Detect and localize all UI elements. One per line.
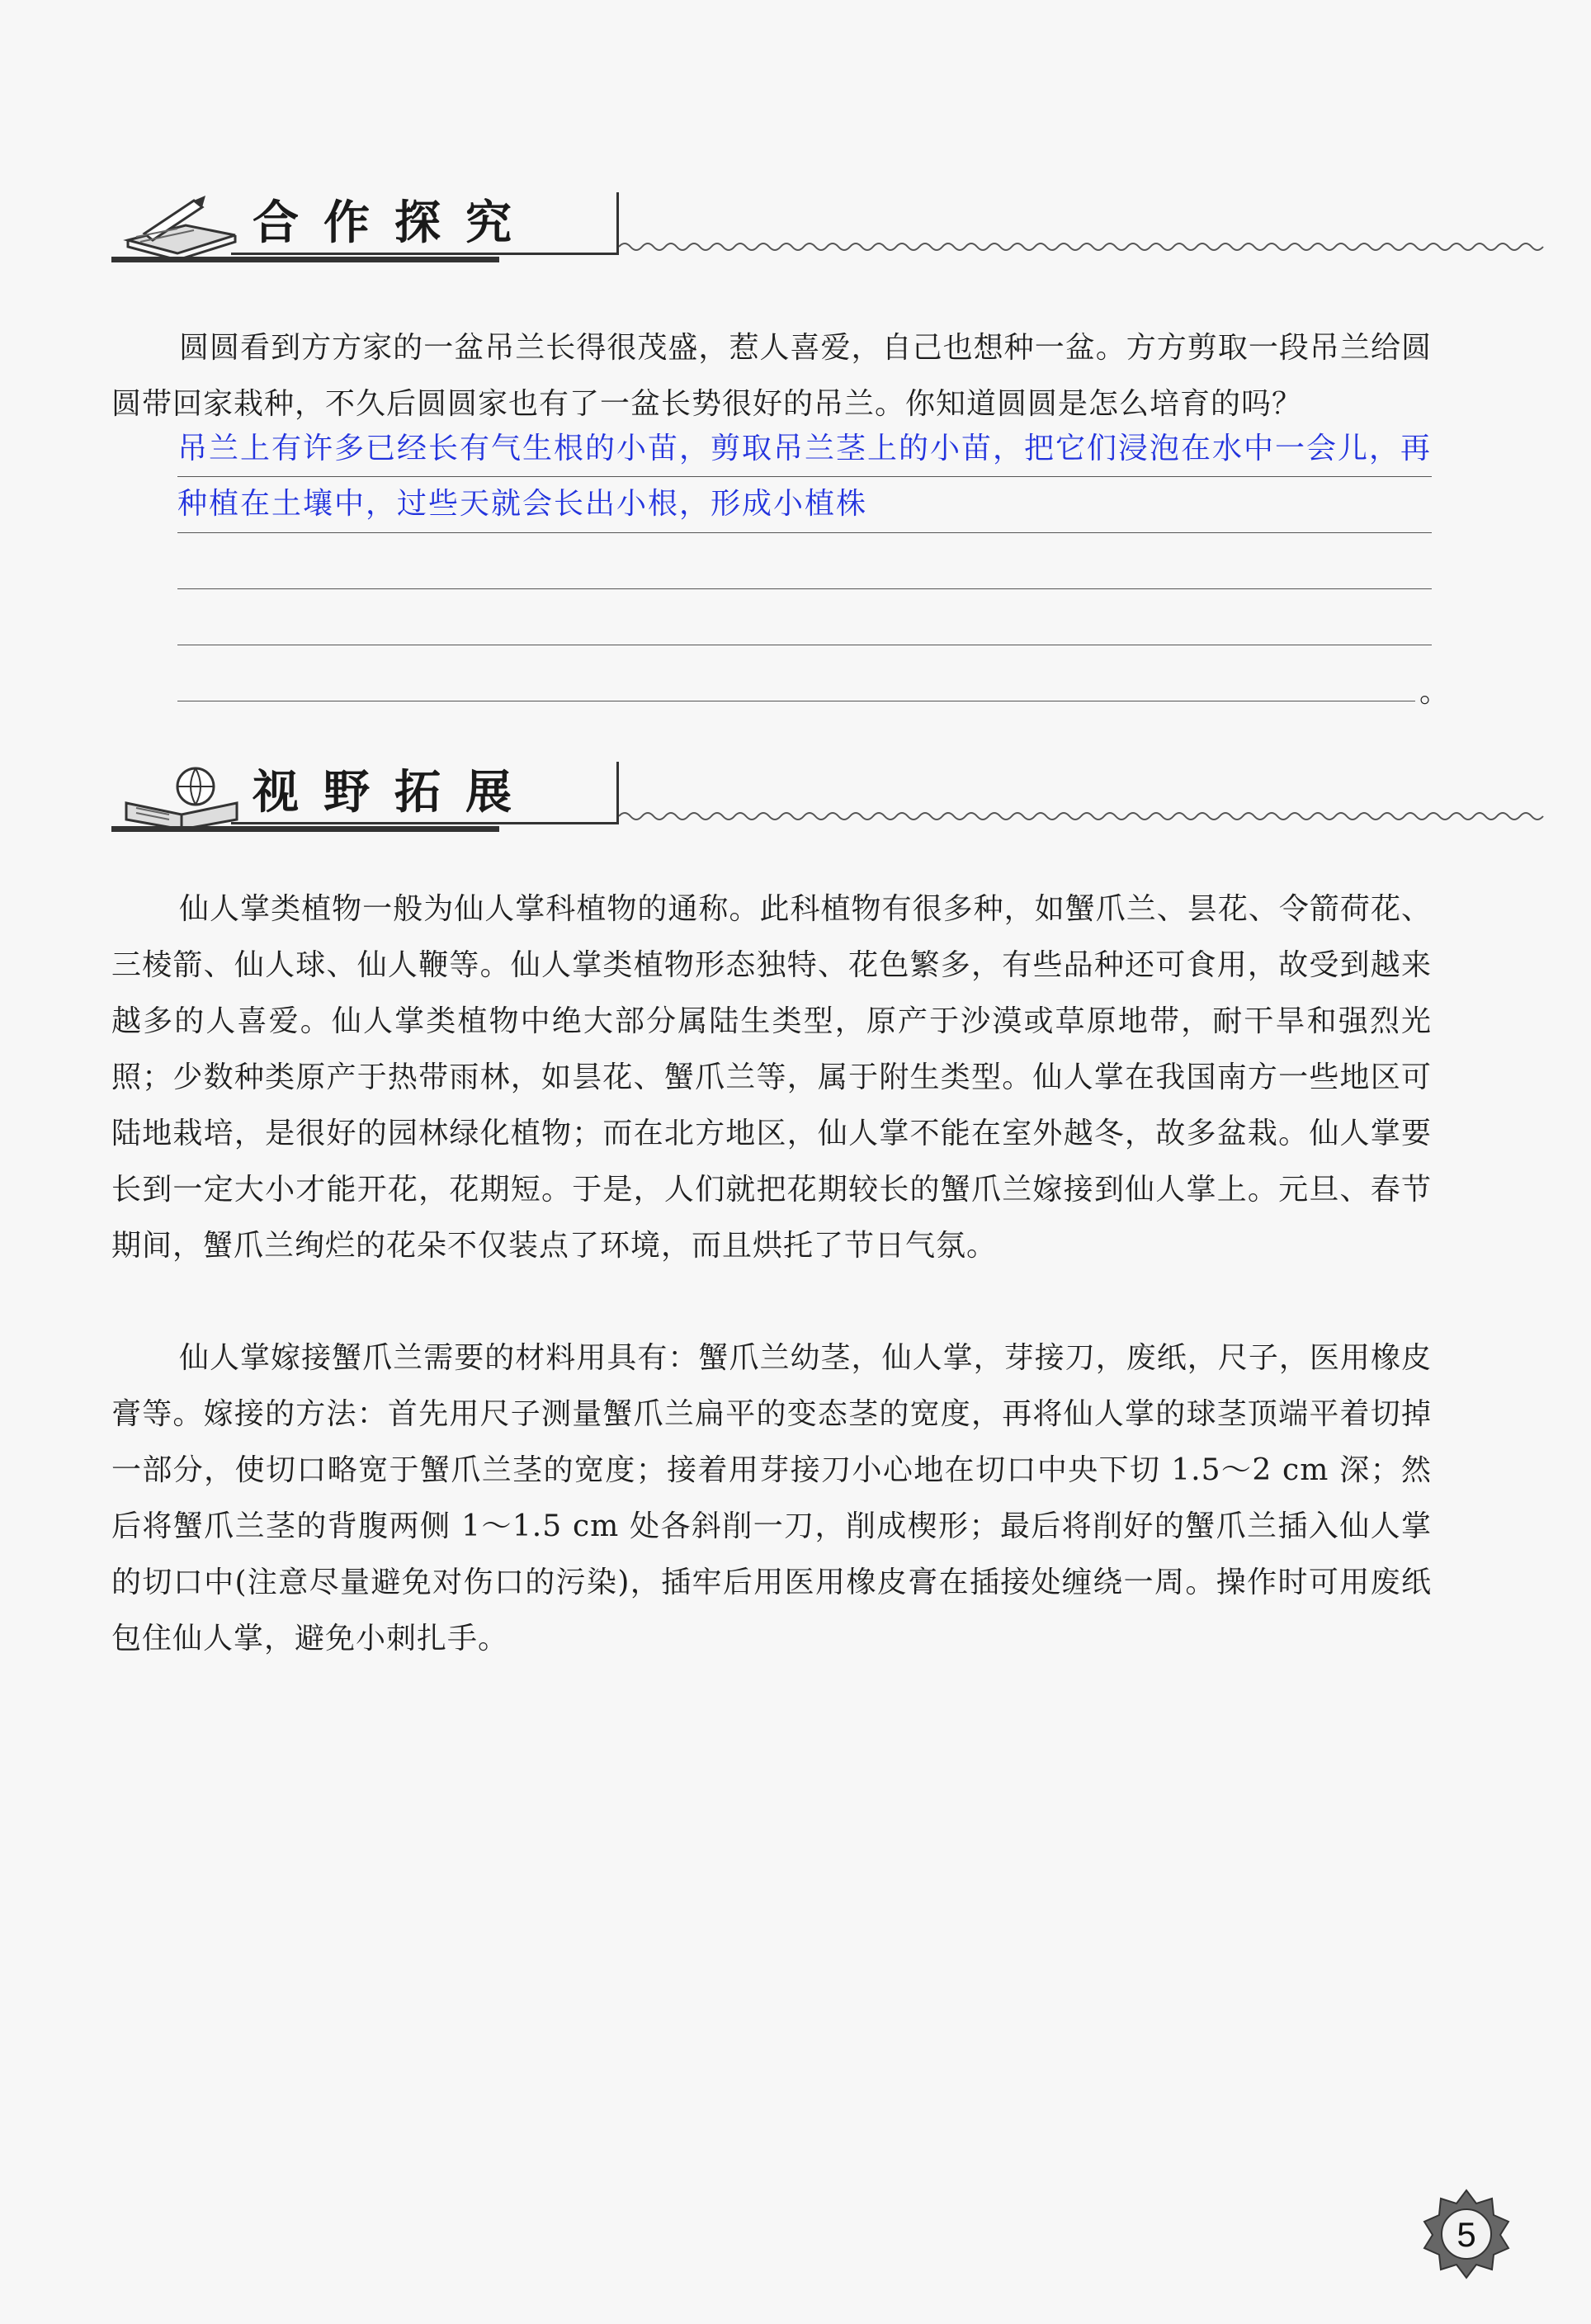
header-underline xyxy=(111,826,499,832)
wavy-divider xyxy=(619,237,1547,257)
open-book-globe-icon xyxy=(120,762,243,829)
book-pencil-icon xyxy=(120,192,243,260)
question-text: 圆圆看到方方家的一盆吊兰长得很茂盛，惹人喜爱，自己也想种一盆。方方剪取一段吊兰给圆圆带回家栽种，不久后圆圆家也有了一盆长势很好的吊兰。你知道圆圆是怎么培育的吗？ xyxy=(111,331,1432,421)
page-number-badge xyxy=(1421,2189,1512,2279)
wavy-divider xyxy=(619,806,1547,826)
answer-line xyxy=(177,533,1432,589)
header-underline xyxy=(111,257,499,262)
section-title-cooperation: 合作探究 xyxy=(231,192,619,255)
extension-paragraph-2: 仙人掌嫁接蟹爪兰需要的材料用具有：蟹爪兰幼茎，仙人掌，芽接刀，废纸，尺子，医用橡皮膏等。嫁接的方法：首先用尺子测量蟹爪兰扁平的变态茎的宽度，再将仙人掌的球茎顶端平着切掉一部分，使切口略宽于蟹爪兰茎的宽度；接着用芽接刀小心地在切口中央下切 1.5～2 cm 深；然后将蟹爪兰茎的背腹两侧 1～1.5 cm 处各斜削一刀，削成楔形；最后将削好的蟹爪兰插入仙人掌的切口中(注意尽量避免对伤口的污染)，插牢后用医用橡皮膏在插接处缠绕一周。操作时可用废纸包住仙人掌，避免小刺扎手。 xyxy=(111,1341,1432,1656)
section-title-extension: 视野拓展 xyxy=(231,762,619,824)
section-header-extension xyxy=(111,755,1432,838)
page-number: 5 xyxy=(1456,2215,1476,2254)
extension-paragraph-1: 仙人掌类植物一般为仙人掌科植物的通称。此科植物有很多种，如蟹爪兰、昙花、令箭荷花、三棱箭、仙人球、仙人鞭等。仙人掌类植物形态独特、花色繁多，有些品种还可食用，故受到越来越多的人喜爱。仙人掌类植物中绝大部分属陆生类型，原产于沙漠或草原地带，耐干旱和强烈光照；少数种类原产于热带雨林，如昙花、蟹爪兰等，属于附生类型。仙人掌在我国南方一些地区可陆地栽培，是很好的园林绿化植物；而在北方地区，仙人掌不能在室外越冬，故多盆栽。仙人掌要长到一定大小才能开花，花期短。于是，人们就把花期较长的蟹爪兰嫁接到仙人掌上。元旦、春节期间，蟹爪兰绚烂的花朵不仅装点了环境，而且烘托了节日气氛。 xyxy=(111,892,1432,1263)
section-header-cooperation xyxy=(111,186,1432,268)
answer-line xyxy=(177,645,1415,701)
answer-area[interactable] xyxy=(177,421,1432,701)
handwritten-answer: 吊兰上有许多已经长有气生根的小苗，剪取吊兰茎上的小苗，把它们浸泡在水中一会儿，再种植在土壤中，过些天就会长出小根，形成小植株 xyxy=(177,432,1433,521)
answer-line xyxy=(177,589,1432,645)
end-period: 。 xyxy=(1419,675,1450,709)
